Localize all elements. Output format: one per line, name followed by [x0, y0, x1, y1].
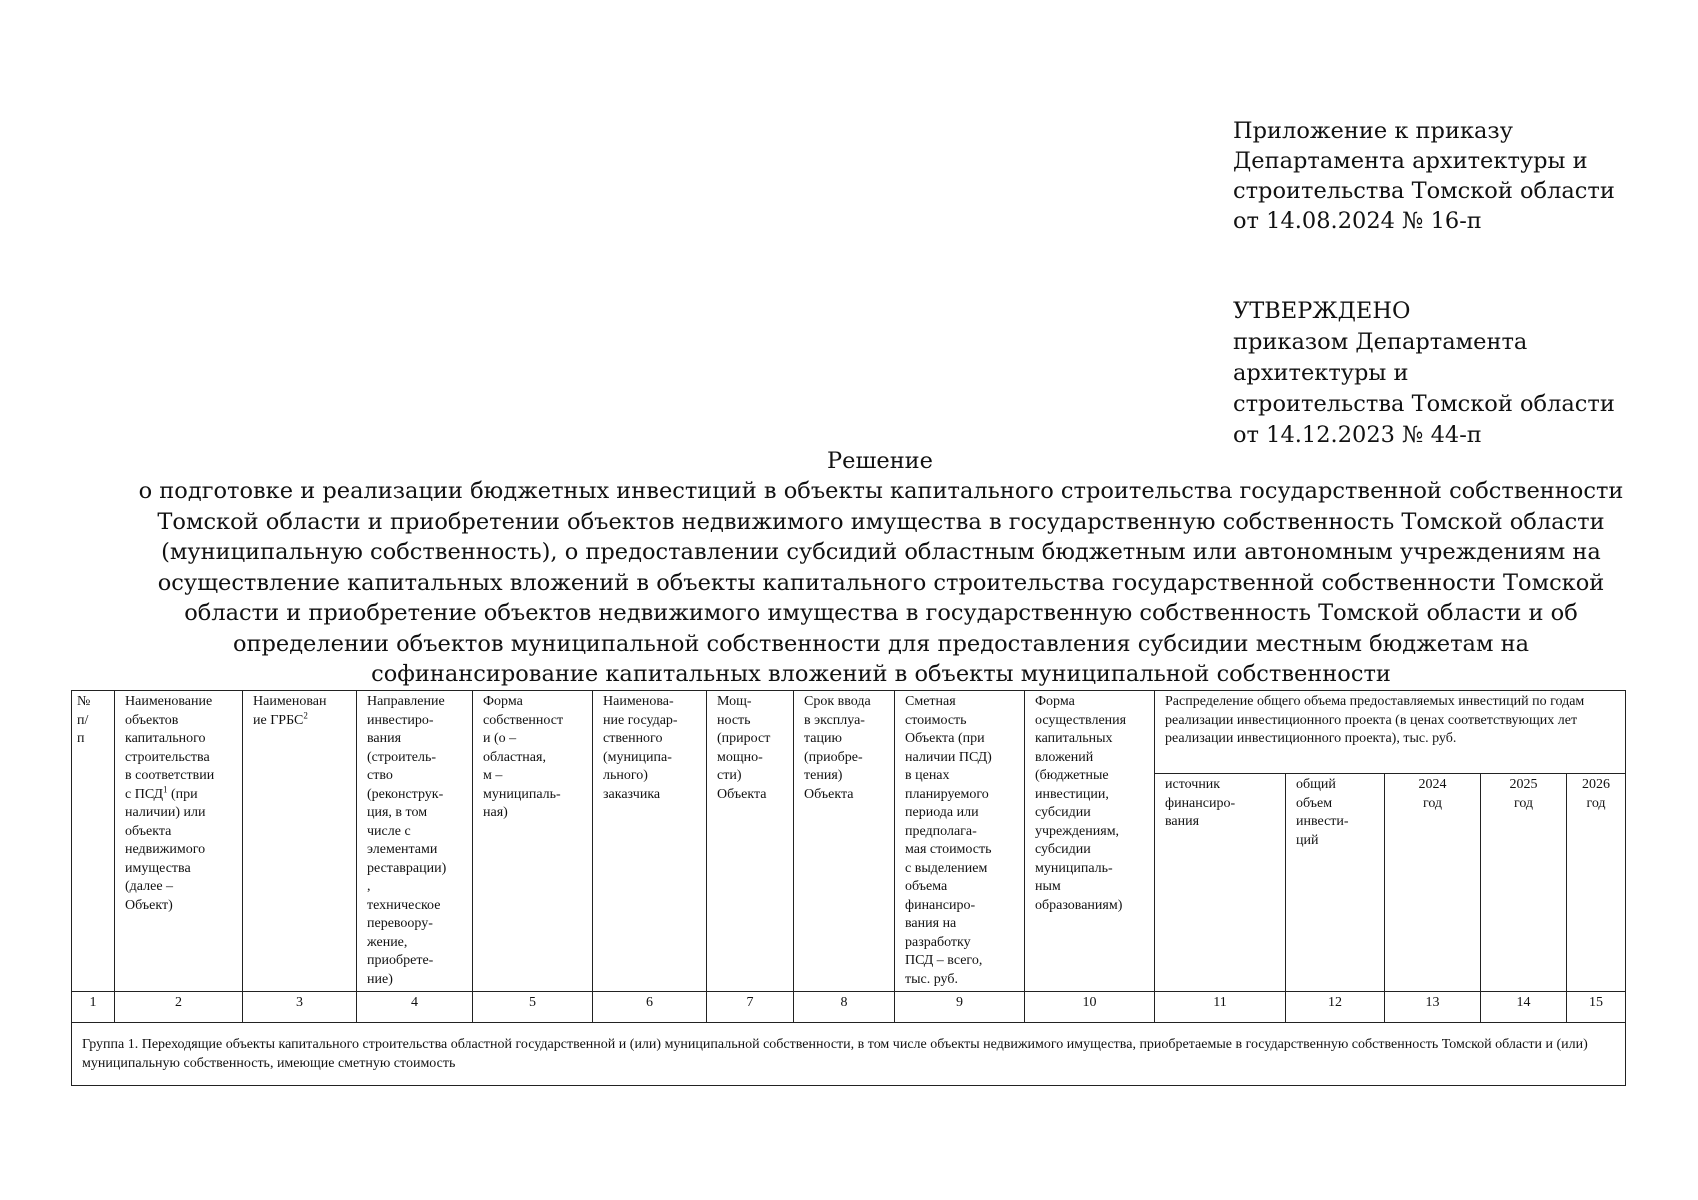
approval-line: строительства Томской области [1233, 391, 1615, 417]
table-header-row [72, 691, 1626, 774]
column-number-cell: 5 [473, 992, 593, 1023]
column-number-cell: 11 [1155, 992, 1286, 1023]
col-capacity-header: Мощ- ность (прирост мощно- сти) Объекта [707, 691, 794, 992]
col-year-2024-header: 2024 год [1385, 774, 1481, 992]
approval-line: от 14.12.2023 № 44-п [1233, 422, 1482, 448]
appendix-line: Департамента архитектуры и [1233, 148, 1588, 174]
col-investment-direction-header: Направление инвестиро- вания (строитель- ство (реконструк- ция, в том числе с элементами реставрации) , техническое перевоору- жение, приобрете- ние) [357, 691, 473, 992]
col-object-name-header [115, 691, 243, 992]
document-subtitle: о подготовке и реализации бюджетных инвестиций в объекты капитального строительства государственной собственности Томской области и приобретении объектов недвижимого имущества в государственную собственность Томской области (муниципальную собственность), о предоставлении субсидий областным бюджетным или автономным учреждениям на осуществление капитальных вложений в объекты капитального строительства государственной собственности Томской области и приобретение объектов недвижимого имущества в государственную собственность Томской области и об определении объектов муниципальной собственности для предоставления субсидии местным бюджетам на софинансирование капитальных вложений в объекты муниципальной собственности [138, 478, 1624, 687]
column-number-cell: 2 [115, 992, 243, 1023]
investment-grid [71, 690, 1626, 1086]
appendix-line: строительства Томской области [1233, 178, 1615, 204]
column-number-cell: 14 [1481, 992, 1567, 1023]
approval-line: архитектуры и [1233, 360, 1409, 386]
grbs-text: Наименован ие ГРБС [253, 694, 327, 728]
column-number-cell: 9 [895, 992, 1025, 1023]
document-title: Решение [827, 448, 933, 474]
column-number-cell: 3 [243, 992, 357, 1023]
group-row [72, 1023, 1626, 1086]
column-number-cell: 15 [1567, 992, 1626, 1023]
column-number-cell: 12 [1286, 992, 1385, 1023]
column-numbers-row [72, 992, 1626, 1023]
col-funding-source-header: источник финансиро- вания [1155, 774, 1286, 992]
col-investment-form-header: Форма осуществления капитальных вложений (бюджетные инвестиции, субсидии учреждениям, субсидии муниципаль- ным образованиям) [1025, 691, 1155, 992]
approval-heading: УТВЕРЖДЕНО [1233, 298, 1411, 324]
appendix-line: от 14.08.2024 № 16-п [1233, 208, 1482, 234]
col-year-2026-header: 2026 год [1567, 774, 1626, 992]
column-number-cell: 6 [593, 992, 707, 1023]
col-total-investment-header: общий объем инвести- ций [1286, 774, 1385, 992]
column-number-cell: 7 [707, 992, 794, 1023]
object-name-text-cont: (при наличии) или объекта недвижимого имущества (далее – Объект) [125, 786, 206, 913]
col-ownership-form-header: Форма собственност и (о – областная, м – муниципаль- ная) [473, 691, 593, 992]
column-number-cell: 8 [794, 992, 895, 1023]
col-grbs-header [243, 691, 357, 992]
footnote-mark: 1 [163, 783, 168, 794]
footnote-mark: 2 [303, 709, 308, 720]
investment-table [71, 690, 1625, 1086]
column-number-cell: 13 [1385, 992, 1481, 1023]
col-customer-header: Наименова- ние государ- ственного (муниципа- льного) заказчика [593, 691, 707, 992]
column-number-cell: 10 [1025, 992, 1155, 1023]
column-number-cell: 4 [357, 992, 473, 1023]
group-1-title: Группа 1. Переходящие объекты капитального строительства областной государственной и (или) муниципальной собственности, в том числе объекты недвижимого имущества, приобретаемые в государственную собственность Томской области и (или) муниципальную собственность, имеющие сметную стоимость [72, 1023, 1626, 1086]
col-number-header: № п/ п [72, 691, 115, 992]
appendix-line: Приложение к приказу [1233, 118, 1513, 144]
col-commissioning-header: Срок ввода в эксплуа- тацию (приобре- тения) Объекта [794, 691, 895, 992]
col-distribution-header: Распределение общего объема предоставляемых инвестиций по годам реализации инвестиционного проекта (в ценах соответствующих лет реализации инвестиционного проекта), тыс. руб. [1155, 691, 1626, 774]
col-year-2025-header: 2025 год [1481, 774, 1567, 992]
col-estimated-cost-header: Сметная стоимость Объекта (при наличии ПСД) в ценах планируемого периода или предполага- мая стоимость с выделением объема финансиро- вания на разработку ПСД – всего, тыс. руб. [895, 691, 1025, 992]
column-number-cell: 1 [72, 992, 115, 1023]
appendix-note [1233, 116, 1673, 236]
object-name-text: Наименование объектов капитального строительства в соответствии с ПСД [125, 694, 215, 802]
approval-line: приказом Департамента [1233, 329, 1528, 355]
approval-stamp [1233, 296, 1673, 451]
